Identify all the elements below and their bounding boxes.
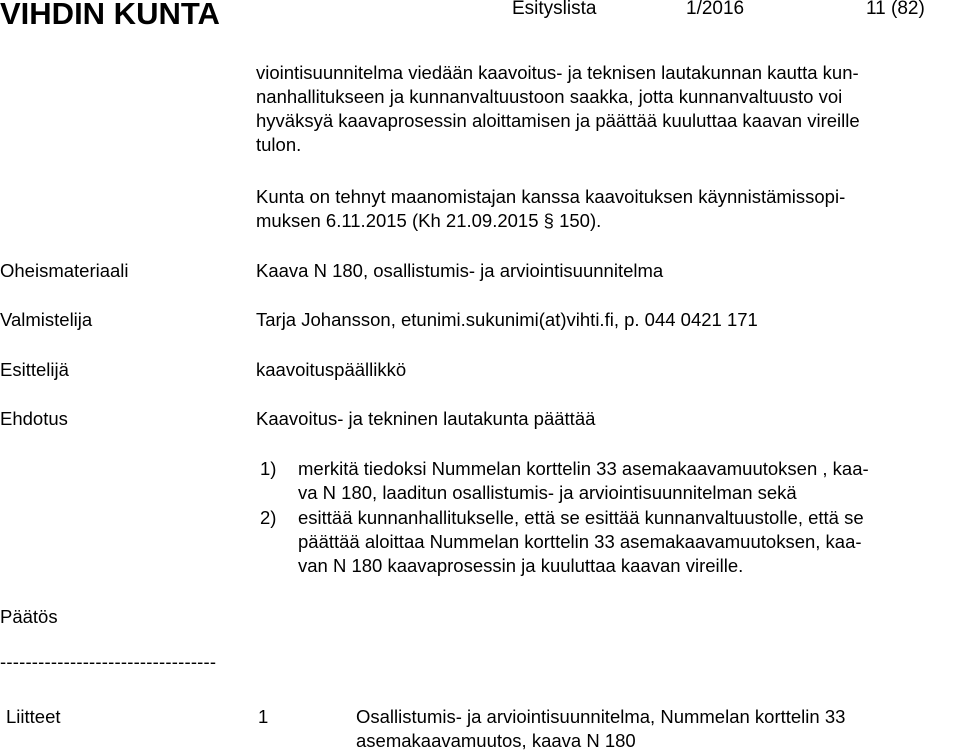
field-value-presenter: kaavoituspäällikkö <box>256 359 407 380</box>
list-item-line: päättää aloittaa Nummelan korttelin 33 asemakaavamuutoksen, kaa- <box>298 531 862 552</box>
list-item-line: va N 180, laaditun osallistumis- ja arviointisuunnitelman sekä <box>298 482 797 503</box>
list-item-line: van N 180 kaavaprosessin ja kuuluttaa kaavan vireille. <box>298 555 744 576</box>
list-item-number: 1) <box>260 458 277 479</box>
field-label-presenter: Esittelijä <box>0 359 69 380</box>
paragraph-line: Kunta on tehnyt maanomistajan kanssa kaavoituksen käynnistämissopi- <box>256 186 846 207</box>
field-value-preparer: Tarja Johansson, etunimi.sukunimi(at)vihti.fi, p. 044 0421 171 <box>256 309 758 330</box>
separator-line: ---------------------------------- <box>0 651 217 672</box>
decision-label: Päätös <box>0 606 58 627</box>
page-number: 11 (82) <box>866 0 925 19</box>
field-label-proposal: Ehdotus <box>0 408 68 429</box>
agreement-paragraph <box>256 185 845 233</box>
organization-title: VIHDIN KUNTA <box>0 0 220 31</box>
field-label-preparer: Valmistelija <box>0 309 93 330</box>
meeting-number: 1/2016 <box>686 0 745 19</box>
paragraph-line: hyväksyä kaavaprosessin aloittamisen ja päättää kuuluttaa kaavan vireille <box>256 110 860 131</box>
document-type: Esityslista <box>512 0 597 19</box>
attachment-title <box>356 705 845 753</box>
field-value-attachment-material: Kaava N 180, osallistumis- ja arviointisuunnitelma <box>256 260 664 281</box>
paragraph-line: viointisuunnitelma viedään kaavoitus- ja teknisen lautakunnan kautta kun- <box>256 62 859 83</box>
paragraph-line: nanhallitukseen ja kunnanvaltuustoon saakka, jotta kunnanvaltuusto voi <box>256 86 843 107</box>
field-label-attachment-material: Oheismateriaali <box>0 260 129 281</box>
list-item-line: merkitä tiedoksi Nummelan korttelin 33 asemakaavamuutoksen , kaa- <box>298 458 869 479</box>
paragraph-line: tulon. <box>256 134 302 155</box>
attachment-number: 1 <box>258 706 269 727</box>
attachments-label: Liitteet <box>6 706 61 727</box>
attachment-line: Osallistumis- ja arviointisuunnitelma, Nummelan korttelin 33 <box>356 706 846 727</box>
attachment-line: asemakaavamuutos, kaava N 180 <box>356 730 636 751</box>
list-item-line: esittää kunnanhallitukselle, että se esittää kunnanvaltuustolle, että se <box>298 507 864 528</box>
field-value-proposal: Kaavoitus- ja tekninen lautakunta päättää <box>256 408 596 429</box>
list-item-number: 2) <box>260 507 277 528</box>
intro-paragraph <box>256 61 860 157</box>
paragraph-line: muksen 6.11.2015 (Kh 21.09.2015 § 150). <box>256 210 602 231</box>
